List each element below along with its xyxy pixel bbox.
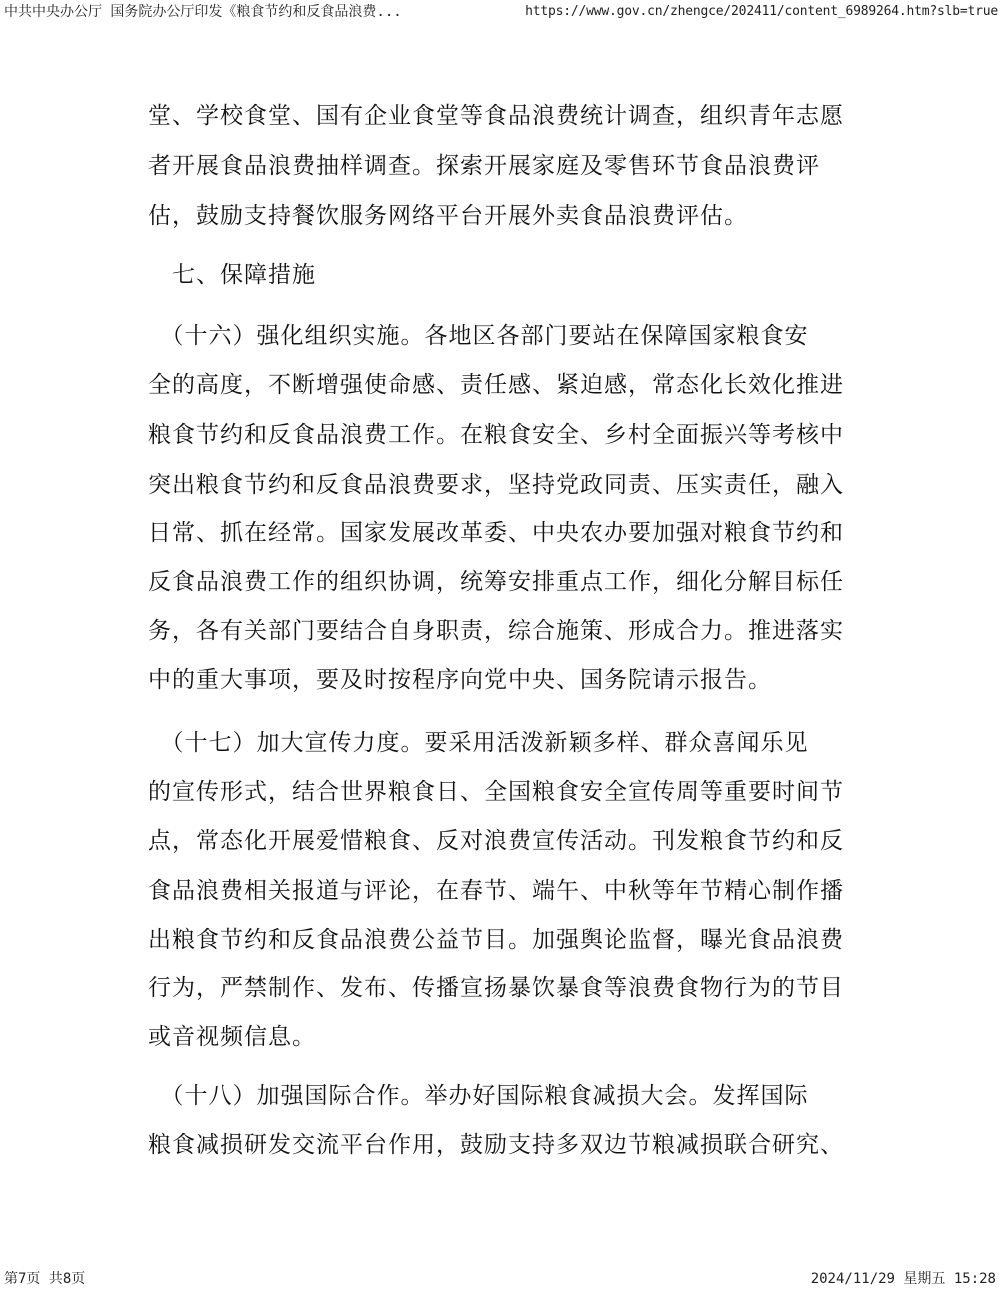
paragraph-first-line: （十六）强化组织实施。各地区各部门要站在保障国家粮食安 [148, 323, 809, 349]
body-line: 者开展食品浪费抽样调查。探索开展家庭及零售环节食品浪费评 [148, 153, 820, 179]
body-line: 日常、抓在经常。国家发展改革委、中央农办要加强对粮食节约和 [148, 520, 844, 546]
body-line: 堂、学校食堂、国有企业食堂等食品浪费统计调查，组织青年志愿 [148, 103, 844, 129]
body-line: 中的重大事项，要及时按程序向党中央、国务院请示报告。 [148, 667, 772, 693]
body-line: 反食品浪费工作的组织协调，统筹安排重点工作，细化分解目标任 [148, 569, 844, 595]
paragraph-first-line: （十七）加大宣传力度。要采用活泼新颖多样、群众喜闻乐见 [148, 730, 809, 756]
body-line: 全的高度，不断增强使命感、责任感、紧迫感，常态化长效化推进 [148, 372, 844, 398]
body-line: 务，各有关部门要结合自身职责，综合施策、形成合力。推进落实 [148, 618, 844, 644]
body-line: 估，鼓励支持餐饮服务网络平台开展外卖食品浪费评估。 [148, 203, 748, 229]
print-header [4, 3, 998, 21]
page-url[interactable]: https://www.gov.cn/zhengce/202411/content_6989264.htm?slb=true [525, 4, 998, 19]
body-line: 出粮食节约和反食品浪费公益节目。加强舆论监督，曝光食品浪费 [148, 927, 844, 953]
body-line: 食品浪费相关报道与评论，在春节、端午、中秋等年节精心制作播 [148, 878, 844, 904]
body-line: 粮食减损研发交流平台作用，鼓励支持多双边节粮减损联合研究、 [148, 1132, 844, 1158]
body-line: 的宣传形式，结合世界粮食日、全国粮食安全宣传周等重要时间节 [148, 779, 844, 805]
page-number: 第7页 共8页 [4, 1271, 86, 1287]
body-line: 或音视频信息。 [148, 1024, 316, 1050]
body-line: 点，常态化开展爱惜粮食、反对浪费宣传活动。刊发粮食节约和反 [148, 828, 844, 854]
body-line: 粮食节约和反食品浪费工作。在粮食安全、乡村全面振兴等考核中 [148, 422, 844, 448]
body-line: 行为，严禁制作、发布、传播宣扬暴饮暴食等浪费食物行为的节目 [148, 975, 844, 1001]
section-heading: 七、保障措施 [148, 262, 316, 288]
body-line: 突出粮食节约和反食品浪费要求，坚持党政同责、压实责任，融入 [148, 472, 844, 498]
print-datetime: 2024/11/29 星期五 15:28 [810, 1271, 996, 1287]
print-footer [4, 1270, 996, 1288]
paragraph-first-line: （十八）加强国际合作。举办好国际粮食减损大会。发挥国际 [148, 1083, 809, 1109]
document-title: 中共中央办公厅 国务院办公厅印发《粮食节约和反食品浪费... [4, 4, 402, 20]
